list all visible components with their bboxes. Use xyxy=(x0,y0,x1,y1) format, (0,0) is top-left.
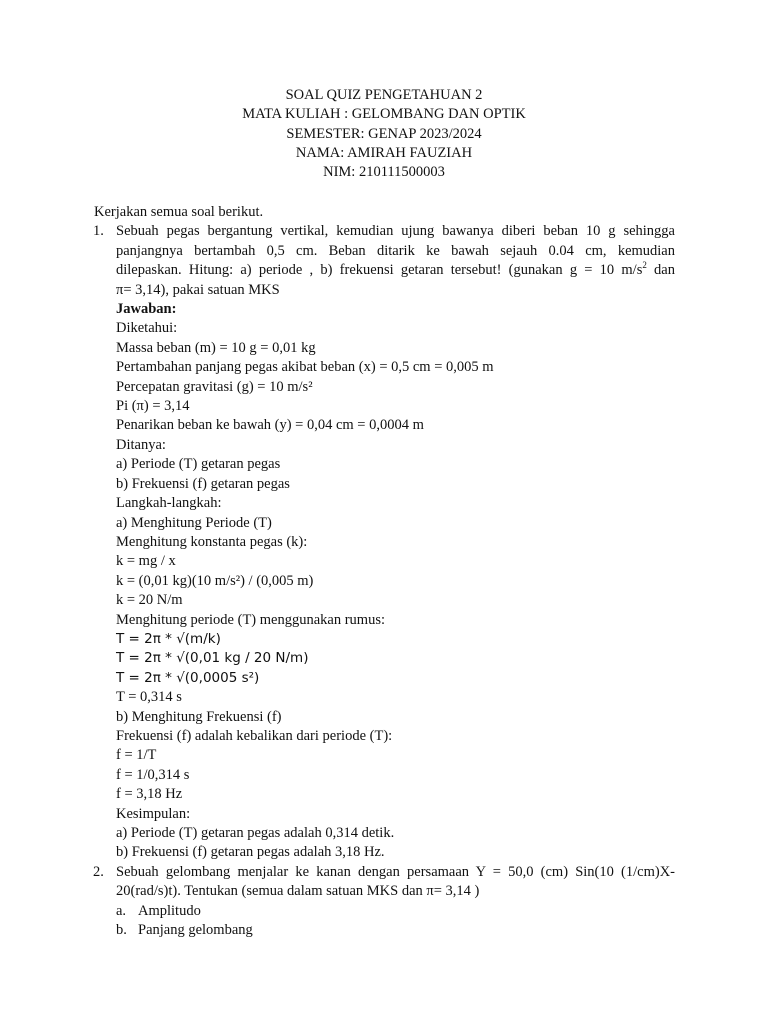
question-number: 2. xyxy=(93,863,104,880)
conclusion-b: b) Frekuensi (f) getaran pegas adalah 3,18 Hz. xyxy=(116,844,385,861)
header-title: SOAL QUIZ PENGETAHUAN 2 xyxy=(285,87,483,103)
header-semester: SEMESTER: GENAP 2023/2024 xyxy=(286,125,482,142)
asked-a: a) Periode (T) getaran pegas xyxy=(116,456,281,473)
known-pi: Pi (π) = 3,14 xyxy=(116,398,190,415)
question-2 xyxy=(94,863,675,902)
steps-label: Langkah-langkah: xyxy=(116,495,222,512)
asked-label: Ditanya: xyxy=(116,436,166,453)
sub-item-text: Amplitudo xyxy=(138,902,201,919)
t-substitution: T = 2π * √(0,01 kg / 20 N/m) xyxy=(116,650,309,667)
f-result: f = 3,18 Hz xyxy=(116,786,183,803)
f-label: Frekuensi (f) adalah kebalikan dari periode (T): xyxy=(116,727,393,744)
question-line: Sebuah gelombang menjalar ke kanan dengan persamaan Y = 50,0 (cm) Sin(10 (1/cm)X- xyxy=(116,863,675,880)
header-name: NAMA: AMIRAH FAUZIAH xyxy=(295,144,473,161)
document-header xyxy=(0,86,768,182)
conclusion-label: Kesimpulan: xyxy=(116,805,191,822)
t-label: Menghitung periode (T) menggunakan rumus: xyxy=(116,611,385,628)
conclusion-a: a) Periode (T) getaran pegas adalah 0,314 detik. xyxy=(116,825,395,841)
f-substitution: f = 1/0,314 s xyxy=(116,766,190,783)
f-formula: f = 1/T xyxy=(116,747,157,764)
question-line: π= 3,14), pakai satuan MKS xyxy=(116,281,280,298)
question-line: panjangnya bertambah 0,5 cm. Beban ditarik ke bawah sejauh 0.04 cm, kemudian xyxy=(116,242,675,259)
k-substitution: k = (0,01 kg)(10 m/s²) / (0,005 m) xyxy=(116,572,314,589)
instruction: Kerjakan semua soal berikut. xyxy=(94,204,264,220)
t-formula: T = 2π * √(m/k) xyxy=(116,630,221,647)
question-line xyxy=(116,261,675,280)
question-line: 20(rad/s)t). Tentukan (semua dalam satuan MKS dan π= 3,14 ) xyxy=(116,883,480,900)
k-result: k = 20 N/m xyxy=(116,592,183,609)
sub-item-label: a. xyxy=(116,902,127,919)
question-number: 1. xyxy=(93,223,104,240)
k-label: Menghitung konstanta pegas (k): xyxy=(116,533,308,550)
known-pull: Penarikan beban ke bawah (y) = 0,04 cm = 0,0004 m xyxy=(116,417,424,434)
document-body xyxy=(94,203,675,940)
answer-1 xyxy=(94,300,675,863)
known-mass: Massa beban (m) = 10 g = 0,01 kg xyxy=(116,339,316,356)
known-label: Diketahui: xyxy=(116,320,178,337)
asked-b: b) Frekuensi (f) getaran pegas xyxy=(116,475,290,492)
question-1 xyxy=(94,222,675,300)
k-formula: k = mg / x xyxy=(116,553,176,570)
t-result: T = 0,314 s xyxy=(116,689,182,706)
question-line: Sebuah pegas bergantung vertikal, kemudian ujung bawanya diberi beban 10 g sehingga xyxy=(116,223,675,240)
answer-title: Jawaban: xyxy=(116,301,177,318)
sub-item xyxy=(94,921,675,940)
known-extension: Pertambahan panjang pegas akibat beban (x) = 0,5 cm = 0,005 m xyxy=(116,359,494,376)
question-text: dilepaskan. Hitung: a) periode , b) frekuensi getaran tersebut! (gunakan g = 10 m/s xyxy=(116,262,643,279)
sub-item-label: b. xyxy=(116,922,127,939)
header-nim: NIM: 210111500003 xyxy=(323,164,445,181)
question-text: dan xyxy=(646,262,675,279)
superscript: 2 xyxy=(642,260,647,271)
sub-item xyxy=(94,902,675,921)
sub-item-text: Panjang gelombang xyxy=(138,922,253,939)
t-simplified: T = 2π * √(0,0005 s²) xyxy=(116,669,260,686)
step-b: b) Menghitung Frekuensi (f) xyxy=(116,708,282,725)
known-gravity: Percepatan gravitasi (g) = 10 m/s² xyxy=(116,378,313,395)
step-a: a) Menghitung Periode (T) xyxy=(116,514,272,531)
header-course: MATA KULIAH : GELOMBANG DAN OPTIK xyxy=(242,106,526,123)
